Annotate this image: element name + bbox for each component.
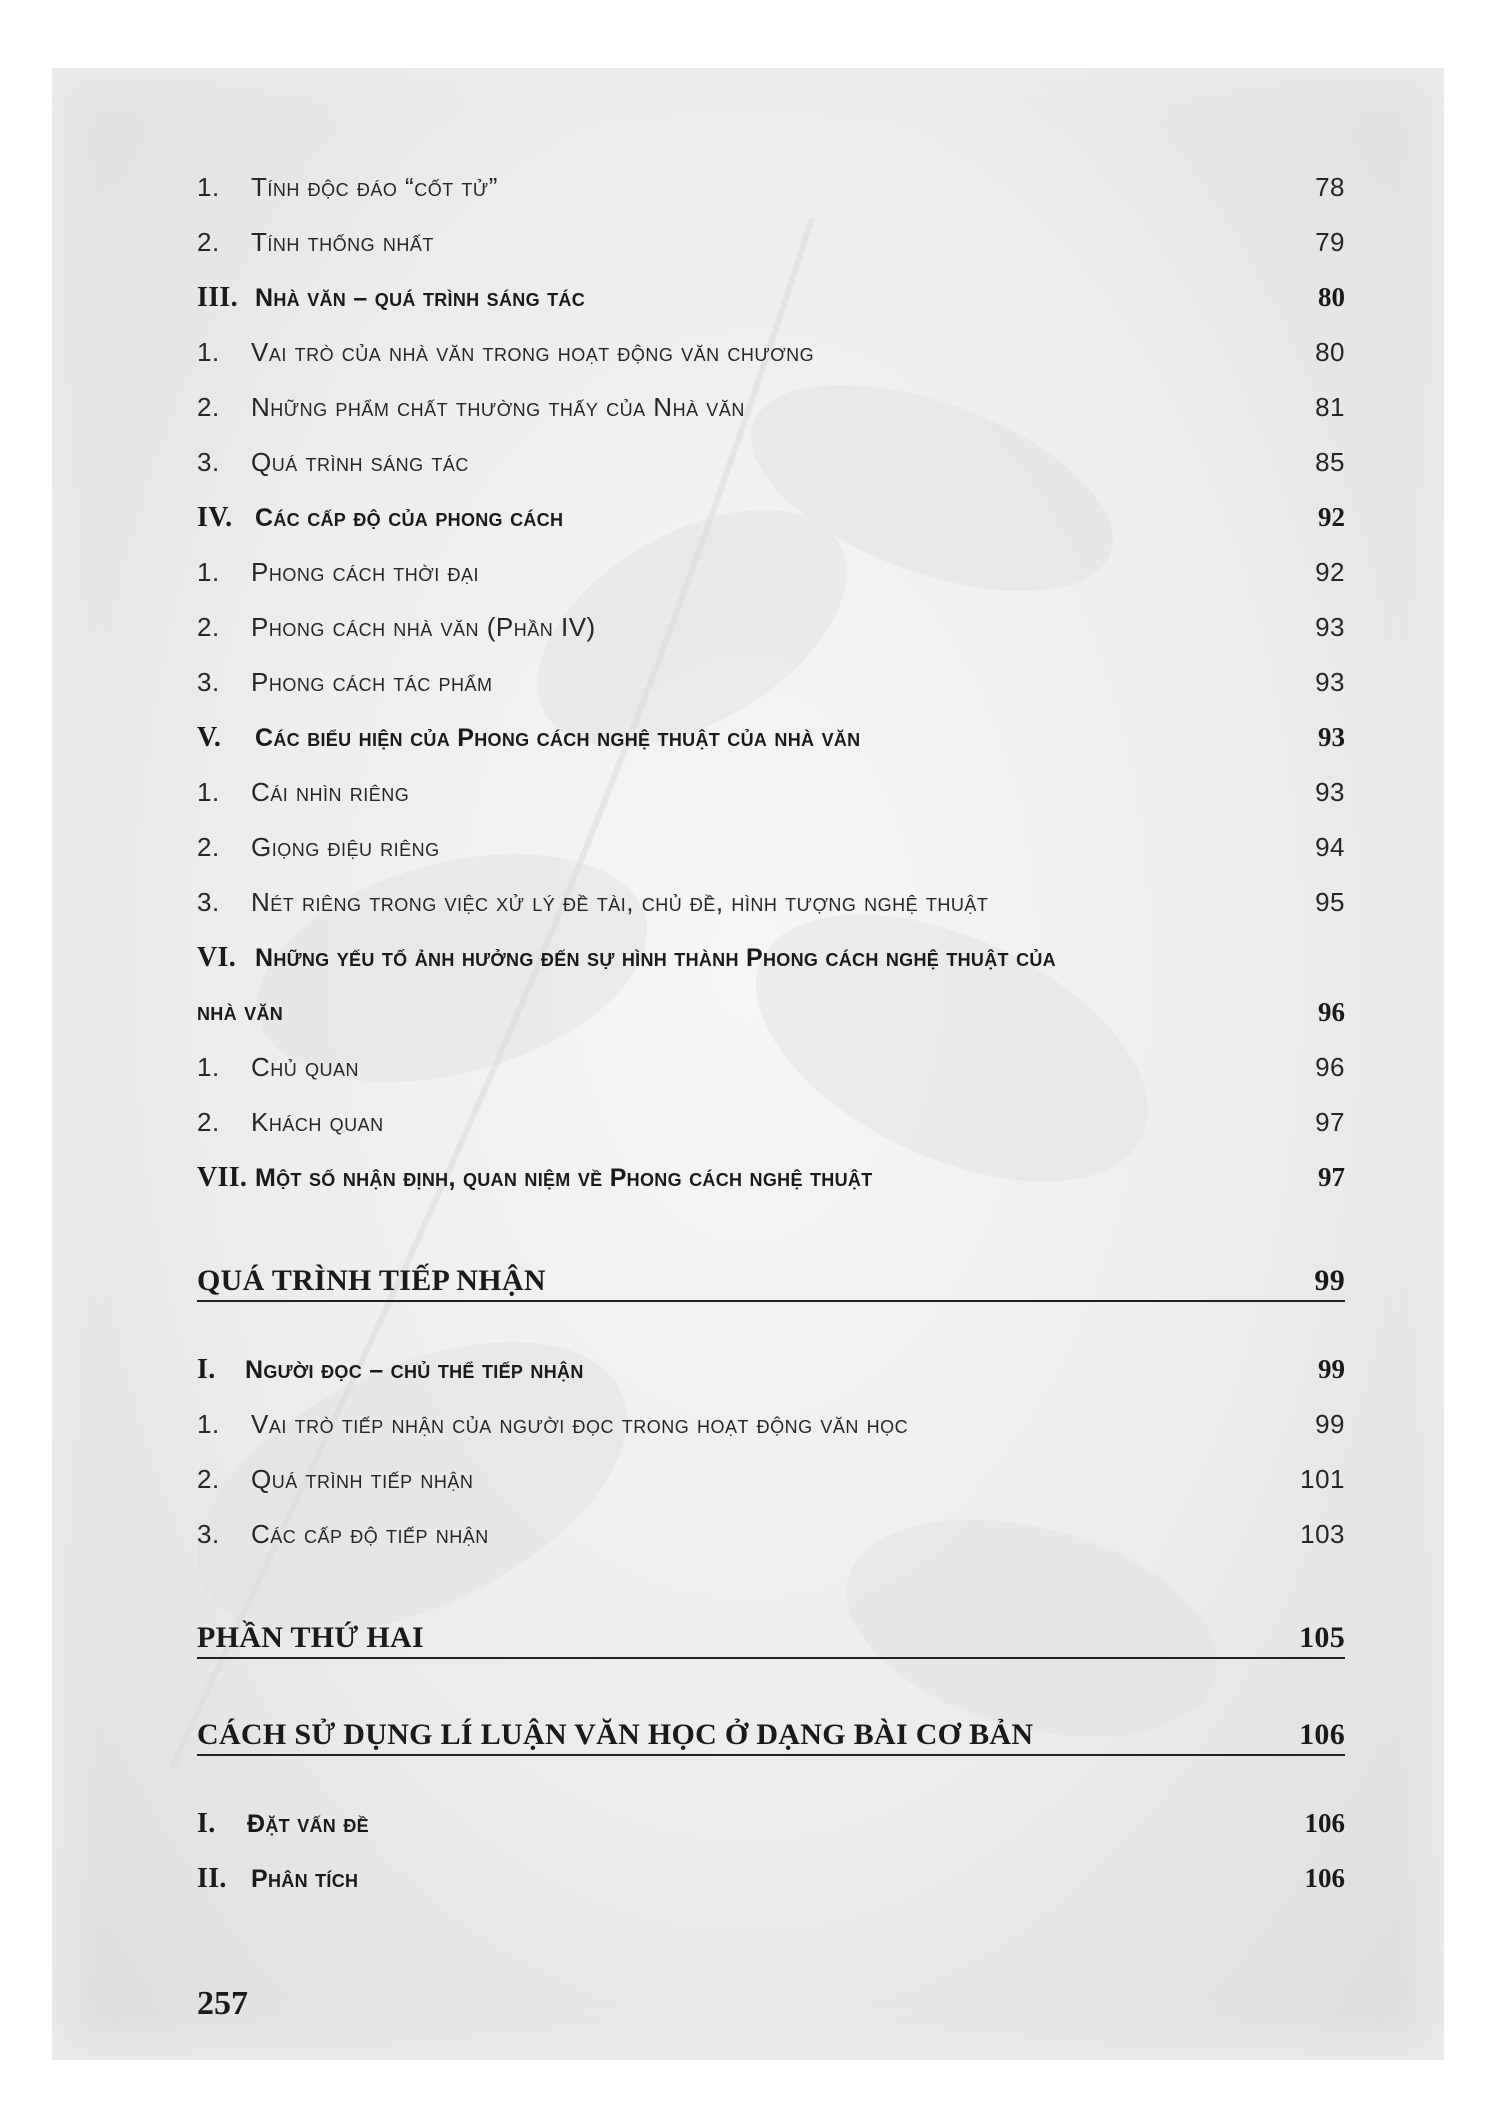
toc-heading-title-line1: Những yếu tố ảnh hưởng đến sự hình thành Phong cách nghệ thuật của: [255, 943, 1056, 972]
toc-entry[interactable]: 2. Những phẩm chất thường thấy của Nhà văn 81: [197, 380, 1345, 435]
toc-entry-title: Khách quan: [251, 1107, 384, 1137]
toc-heading-page: 92: [1318, 502, 1345, 532]
toc-heading[interactable]: VII. Một số nhận định, quan niệm về Phong cách nghệ thuật 97: [197, 1150, 1345, 1205]
toc-heading-page: 93: [1318, 722, 1345, 752]
toc-section[interactable]: [197, 1245, 1345, 1302]
toc-section-page: 106: [1299, 1718, 1345, 1751]
toc-entry[interactable]: 1. Chủ quan 96: [197, 1040, 1345, 1095]
toc-entry-title: Vai trò tiếp nhận của người đọc trong hoạt động văn học: [251, 1409, 909, 1439]
toc-entry-title: Vai trò của nhà văn trong hoạt động văn chương: [251, 337, 815, 367]
toc-heading[interactable]: II. Phân tích 106: [197, 1851, 1345, 1906]
toc-entry-page: 85: [1315, 447, 1345, 477]
toc-heading[interactable]: VI. Những yếu tố ảnh hưởng đến sự hình thành Phong cách nghệ thuật của: [197, 941, 1056, 973]
toc-heading-title: Nhà văn – quá trình sáng tác: [255, 283, 586, 312]
toc-entry-title: Quá trình sáng tác: [251, 447, 469, 477]
toc-entry[interactable]: 2. Quá trình tiếp nhận 101: [197, 1452, 1345, 1507]
toc-section-title: PHẦN THỨ HAI: [197, 1621, 424, 1654]
toc-entry[interactable]: 3. Quá trình sáng tác 85: [197, 435, 1345, 490]
toc-entry-page: 92: [1315, 557, 1345, 587]
toc-heading[interactable]: IV. Các cấp độ của phong cách 92: [197, 490, 1345, 545]
toc-entry-title: Tính thống nhất: [251, 227, 434, 257]
toc-entry[interactable]: 3. Nét riêng trong việc xử lý đề tài, chủ đề, hình tượng nghệ thuật 95: [197, 875, 1345, 930]
toc-section-page: 99: [1314, 1264, 1345, 1297]
toc-section-title: CÁCH SỬ DỤNG LÍ LUẬN VĂN HỌC Ở DẠNG BÀI CƠ BẢN: [197, 1718, 1034, 1751]
toc-entry-title: Chủ quan: [251, 1052, 360, 1082]
toc-heading-page: 97: [1318, 1162, 1345, 1192]
toc-entry[interactable]: 1. Phong cách thời đại 92: [197, 545, 1345, 600]
toc-heading-title: Các cấp độ của phong cách: [255, 503, 564, 532]
toc-entry[interactable]: 2. Tính thống nhất 79: [197, 215, 1345, 270]
toc-entry-page: 80: [1315, 337, 1345, 367]
toc-section[interactable]: [197, 1699, 1345, 1756]
toc-entry[interactable]: 1. Vai trò của nhà văn trong hoạt động văn chương 80: [197, 325, 1345, 380]
toc-entry-title: Các cấp độ tiếp nhận: [251, 1519, 489, 1549]
toc-entry-page: 103: [1300, 1519, 1345, 1549]
toc-entry-title: Những phẩm chất thường thấy của Nhà văn: [251, 392, 745, 422]
toc-heading[interactable]: III. Nhà văn – quá trình sáng tác 80: [197, 270, 1345, 325]
page-number: 257: [197, 1985, 248, 2022]
toc-entry[interactable]: 1. Cái nhìn riêng 93: [197, 765, 1345, 820]
toc-entry-title: Phong cách nhà văn (Phần IV): [251, 612, 596, 642]
toc-entry-page: 93: [1315, 612, 1345, 642]
toc-entry[interactable]: 2. Khách quan 97: [197, 1095, 1345, 1150]
toc-entry-page: 81: [1315, 392, 1345, 422]
toc-entry[interactable]: 2. Giọng điệu riêng 94: [197, 820, 1345, 875]
toc-entry-page: 97: [1315, 1107, 1345, 1137]
toc-heading[interactable]: I. Người đọc – chủ thể tiếp nhận 99: [197, 1342, 1345, 1397]
toc-entry-page: 79: [1315, 227, 1345, 257]
toc-entry-title: Phong cách thời đại: [251, 557, 479, 587]
toc-entry-page: 78: [1315, 172, 1345, 202]
toc-heading-title-line2: nhà văn: [197, 998, 284, 1026]
toc-heading[interactable]: V. Các biểu hiện của Phong cách nghệ thuật của nhà văn 93: [197, 710, 1345, 765]
toc-entry[interactable]: 3. Các cấp độ tiếp nhận 103: [197, 1507, 1345, 1562]
table-of-contents: [197, 160, 1345, 1906]
toc-entry-page: 96: [1315, 1052, 1345, 1082]
toc-entry-page: 94: [1315, 832, 1345, 862]
toc-entry-title: Quá trình tiếp nhận: [251, 1464, 474, 1494]
toc-entry[interactable]: 2. Phong cách nhà văn (Phần IV) 93: [197, 600, 1345, 655]
toc-entry[interactable]: 1. Vai trò tiếp nhận của người đọc trong hoạt động văn học 99: [197, 1397, 1345, 1452]
toc-entry-page: 93: [1315, 667, 1345, 697]
toc-entry-title: Giọng điệu riêng: [251, 832, 440, 862]
toc-heading[interactable]: I. Đặt vấn đề 106: [197, 1796, 1345, 1851]
toc-heading-page: 106: [1304, 1808, 1345, 1838]
toc-entry-page: 99: [1315, 1409, 1345, 1439]
toc-entry-title: Phong cách tác phẩm: [251, 667, 493, 697]
toc-heading-title: Người đọc – chủ thể tiếp nhận: [245, 1355, 584, 1384]
toc-entry-page: 101: [1300, 1464, 1345, 1494]
toc-heading-page: 106: [1304, 1863, 1345, 1893]
toc-heading-title: Đặt vấn đề: [247, 1809, 369, 1838]
toc-entry-title: Tính độc đáo “cốt tử”: [251, 172, 498, 202]
toc-section-title: QUÁ TRÌNH TIẾP NHẬN: [197, 1264, 546, 1297]
toc-entry[interactable]: 1. Tính độc đáo “cốt tử” 78: [197, 160, 1345, 215]
toc-heading-title: Một số nhận định, quan niệm về Phong cách nghệ thuật: [255, 1163, 873, 1192]
toc-entry-page: 95: [1315, 887, 1345, 917]
toc-entry-page: 93: [1315, 777, 1345, 807]
toc-heading-continued[interactable]: [197, 985, 1345, 1040]
toc-section-page: 105: [1299, 1621, 1345, 1654]
toc-heading-page: 80: [1318, 282, 1345, 312]
toc-entry[interactable]: 3. Phong cách tác phẩm 93: [197, 655, 1345, 710]
toc-entry-title: Cái nhìn riêng: [251, 777, 410, 807]
toc-section[interactable]: [197, 1602, 1345, 1659]
toc-heading-title: Phân tích: [251, 1864, 359, 1893]
toc-heading-title: Các biểu hiện của Phong cách nghệ thuật của nhà văn: [255, 723, 861, 752]
toc-heading-page: 99: [1318, 1354, 1345, 1384]
toc-entry-title: Nét riêng trong việc xử lý đề tài, chủ đề, hình tượng nghệ thuật: [251, 887, 989, 917]
toc-heading-page: 96: [1318, 997, 1345, 1027]
